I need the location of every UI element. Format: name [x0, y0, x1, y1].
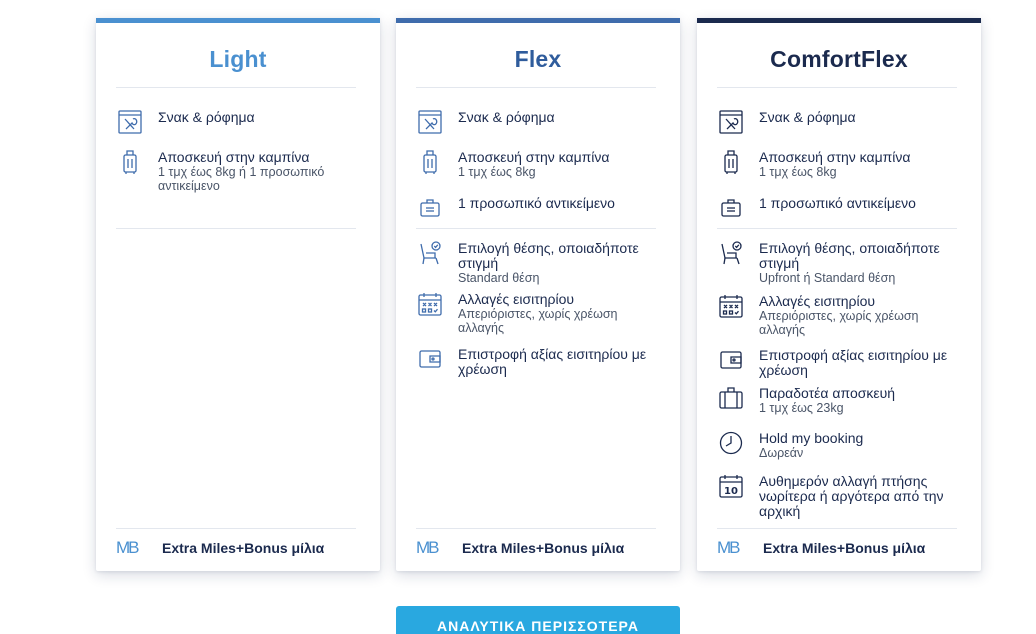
divider: [416, 228, 656, 229]
feature-ticket-changes: [416, 292, 660, 335]
feature-snack: [416, 110, 660, 136]
feature-subtitle: Απεριόριστες, χωρίς χρέωση αλλαγής: [759, 309, 919, 337]
personal-item-icon: [416, 194, 444, 222]
calendar-10-icon: [717, 472, 745, 500]
feature-title: Επιλογή θέσης, οποιαδήποτε στιγμή: [759, 240, 940, 271]
feature-title: 1 προσωπικό αντικείμενο: [458, 195, 615, 211]
calendar-changes-icon: [416, 290, 444, 318]
feature-cabin-bag: [116, 150, 360, 193]
feature-snack: [116, 110, 360, 136]
divider: [116, 87, 356, 88]
feature-title: Σνακ & ρόφημα: [458, 109, 555, 125]
miles-bonus-label: Extra Miles+Bonus μίλια: [162, 540, 325, 556]
card-title: Light: [209, 46, 267, 72]
feature-title: Επιστροφή αξίας εισιτηρίου με χρέωση: [759, 347, 948, 378]
feature-snack: [717, 110, 961, 136]
snack-drink-icon: [116, 108, 144, 136]
feature-subtitle: 1 τμχ έως 8kg ή 1 προσωπικό αντικείμενο: [158, 165, 325, 193]
feature-title: Αλλαγές εισιτηρίου: [759, 293, 876, 309]
cabin-bag-icon: [416, 148, 444, 176]
feature-refund: [416, 347, 660, 377]
fare-card-flex[interactable]: [396, 18, 680, 571]
clock-icon: [717, 429, 745, 457]
divider: [416, 528, 656, 529]
feature-subtitle: 1 τμχ έως 23kg: [759, 401, 844, 415]
divider: [717, 528, 957, 529]
feature-subtitle: Upfront ή Standard θέση: [759, 271, 896, 285]
card-title: Flex: [514, 46, 562, 72]
divider: [717, 228, 957, 229]
seat-selection-icon: [717, 239, 745, 267]
feature-hold-booking: [717, 431, 961, 460]
feature-personal-item: [717, 196, 961, 222]
feature-title: Αποσκευή στην καμπίνα: [458, 149, 610, 165]
feature-title: Αυθημερόν αλλαγή πτήσης νωρίτερα ή αργότερα από την αρχική: [759, 473, 944, 519]
snack-drink-icon: [717, 108, 745, 136]
fare-card-comfortflex[interactable]: [697, 18, 981, 571]
divider: [717, 87, 957, 88]
cabin-bag-icon: [116, 148, 144, 176]
wallet-refund-icon: [717, 346, 745, 374]
feature-checked-bag: [717, 386, 961, 415]
miles-bonus-label: Extra Miles+Bonus μίλια: [462, 540, 625, 556]
feature-title: Αλλαγές εισιτηρίου: [458, 291, 575, 307]
feature-title: Hold my booking: [759, 430, 864, 446]
personal-item-icon: [717, 194, 745, 222]
checked-bag-icon: [717, 384, 745, 412]
feature-subtitle: Απεριόριστες, χωρίς χρέωση αλλαγής: [458, 307, 618, 335]
seat-selection-icon: [416, 239, 444, 267]
miles-bonus-logo: MB: [717, 538, 739, 557]
card-title: ComfortFlex: [770, 46, 908, 72]
feature-same-day-change: [717, 474, 961, 519]
feature-cabin-bag: [717, 150, 961, 179]
feature-cabin-bag: [416, 150, 660, 179]
card-footer: [116, 539, 360, 557]
feature-title: 1 προσωπικό αντικείμενο: [759, 195, 916, 211]
feature-ticket-changes: [717, 294, 961, 337]
feature-subtitle: 1 τμχ έως 8kg: [458, 165, 536, 179]
miles-bonus-logo: MB: [416, 538, 438, 557]
card-accent-bar: [96, 18, 380, 23]
miles-bonus-label: Extra Miles+Bonus μίλια: [763, 540, 926, 556]
feature-title: Παραδοτέα αποσκευή: [759, 385, 896, 401]
card-footer: [717, 539, 961, 557]
feature-title: Αποσκευή στην καμπίνα: [759, 149, 911, 165]
feature-seat-selection: [717, 241, 961, 285]
divider: [416, 87, 656, 88]
feature-subtitle: Δωρεάν: [759, 446, 804, 460]
divider: [116, 528, 356, 529]
feature-refund: [717, 348, 961, 378]
fare-card-light[interactable]: [96, 18, 380, 571]
feature-title: Επιστροφή αξίας εισιτηρίου με χρέωση: [458, 346, 647, 377]
feature-personal-item: [416, 196, 660, 222]
feature-title: Αποσκευή στην καμπίνα: [158, 149, 310, 165]
wallet-refund-icon: [416, 345, 444, 373]
feature-subtitle: 1 τμχ έως 8kg: [759, 165, 837, 179]
miles-bonus-logo: MB: [116, 538, 138, 557]
card-accent-bar: [697, 18, 981, 23]
feature-title: Σνακ & ρόφημα: [158, 109, 255, 125]
cabin-bag-icon: [717, 148, 745, 176]
feature-title: Επιλογή θέσης, οποιαδήποτε στιγμή: [458, 240, 639, 271]
feature-seat-selection: [416, 241, 660, 285]
card-accent-bar: [396, 18, 680, 23]
feature-title: Σνακ & ρόφημα: [759, 109, 856, 125]
more-details-button[interactable]: ΑΝΑΛΥΤΙΚΑ ΠΕΡΙΣΣΟΤΕΡΑ: [396, 606, 680, 634]
calendar-changes-icon: [717, 292, 745, 320]
divider: [116, 228, 356, 229]
svg-text:10: 10: [724, 486, 738, 497]
card-footer: [416, 539, 660, 557]
snack-drink-icon: [416, 108, 444, 136]
feature-subtitle: Standard θέση: [458, 271, 540, 285]
